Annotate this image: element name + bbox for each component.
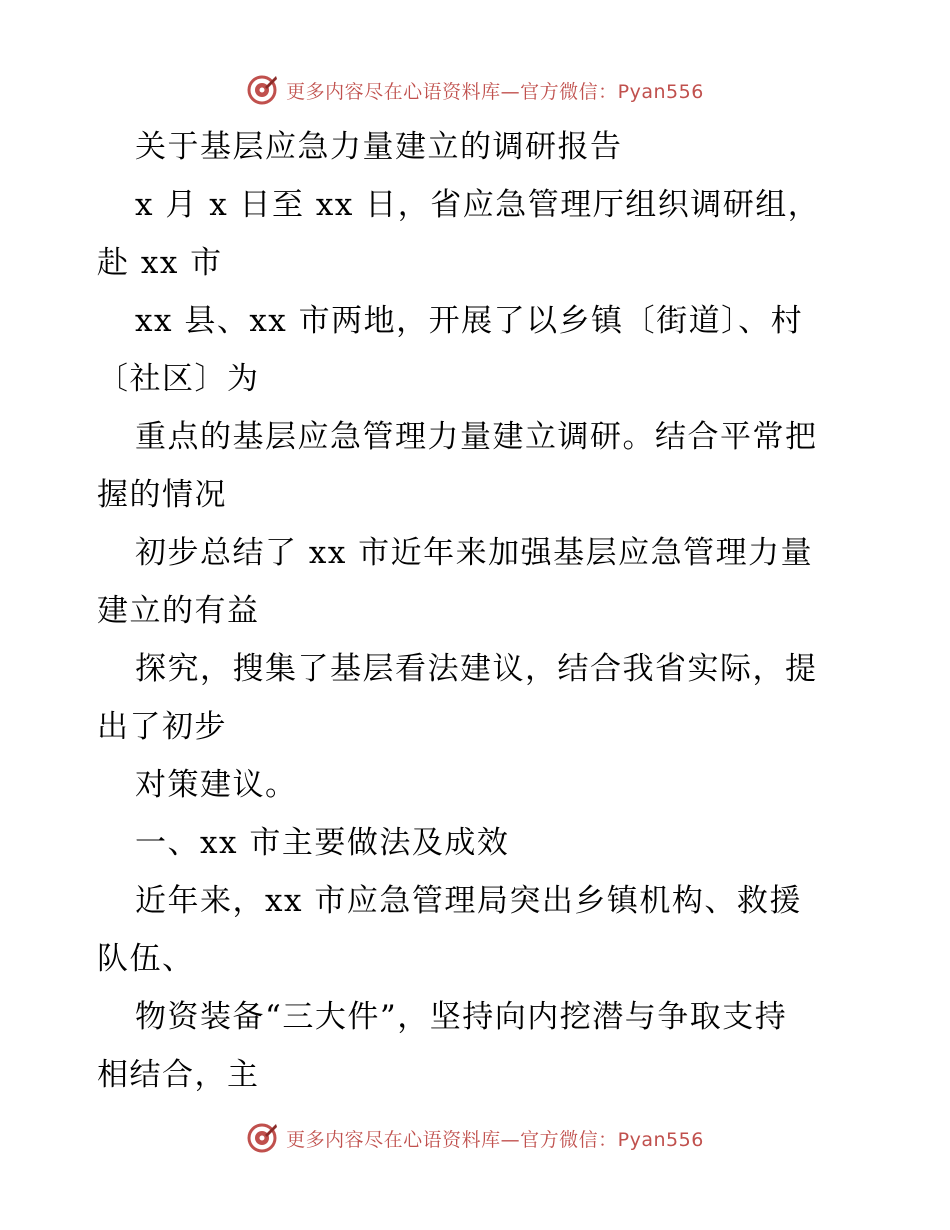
paragraph-line: 握的情况 [97,477,227,513]
watermark-footer [0,1118,950,1158]
paragraph-line: 相结合，主 [97,1057,260,1093]
paragraph-line: 出了初步 [97,709,227,745]
seal-pen-logo-icon [246,74,278,106]
document-body [97,118,857,1104]
paragraph-line: 关于基层应急力量建立的调研报告 [135,129,623,165]
paragraph-line: 建立的有益 [97,593,260,629]
paragraph-line: 队伍、 [97,941,195,977]
paragraph-line: 初步总结了 xx 市近年来加强基层应急管理力量 [135,535,814,571]
paragraph-line: 物资装备“三大件”，坚持向内挖潜与争取支持 [135,999,788,1035]
paragraph-line: 重点的基层应急管理力量建立调研。结合平常把 [135,419,818,455]
seal-pen-logo-icon [246,1122,278,1154]
paragraph-line: 〔社区〕为 [97,361,260,397]
paragraph-line: 近年来，xx 市应急管理局突出乡镇机构、救援 [135,883,802,919]
paragraph-line: 对策建议。 [135,767,298,803]
paragraph-line: xx 县、xx 市两地，开展了以乡镇〔街道〕、村 [135,303,804,339]
paragraph-line: 一、xx 市主要做法及成效 [135,825,510,861]
watermark-text: 更多内容尽在心语资料库—官方微信：Pyan556 [286,1128,704,1151]
watermark-header [0,70,950,110]
watermark-text: 更多内容尽在心语资料库—官方微信：Pyan556 [286,80,704,103]
paragraph-line: 探究，搜集了基层看法建议，结合我省实际，提 [135,651,818,687]
paragraph-line: x 月 x 日至 xx 日，省应急管理厅组织调研组， [135,187,821,223]
paragraph-line: 赴 xx 市 [97,245,223,281]
